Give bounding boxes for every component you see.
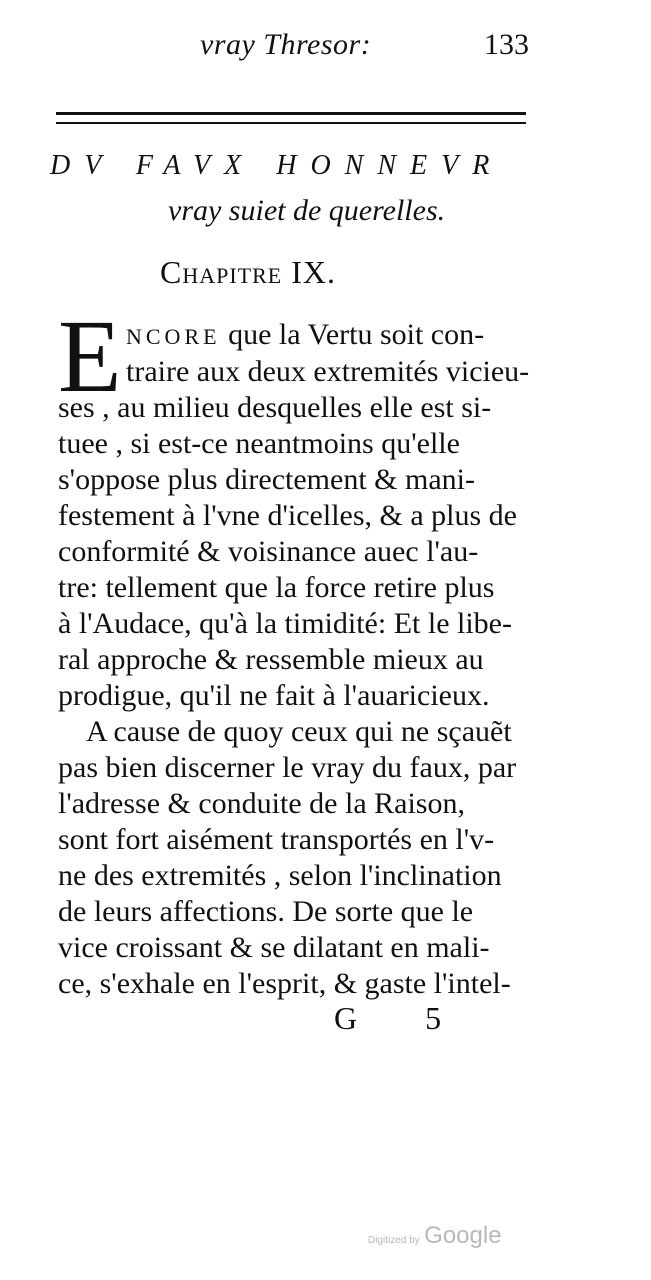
text-line-content: que la Vertu soit con- bbox=[228, 318, 485, 351]
chapter-title: DV FAVX HONNEVR bbox=[50, 150, 504, 181]
drop-cap: E bbox=[58, 299, 122, 414]
text-line: tre: tellement que la force retire plus bbox=[58, 571, 495, 604]
text-line: prodigue, qu'il ne fait à l'auaricieux. bbox=[58, 679, 490, 712]
running-title: vray Thresor: bbox=[200, 28, 372, 61]
text-line: tuee , si est-ce neantmoins qu'elle bbox=[58, 427, 460, 460]
text-line: ral approche & ressemble mieux au bbox=[58, 643, 484, 676]
signature-mark: G 5 bbox=[334, 1000, 472, 1036]
chapter-label: Chapitre bbox=[160, 254, 283, 290]
text-line: A cause de quoy ceux qui ne sçauẽt bbox=[86, 715, 512, 748]
watermark-small-text: Digitized by bbox=[368, 1235, 420, 1246]
text-line: de leurs affections. De sorte que le bbox=[58, 895, 474, 928]
header-rule-thick bbox=[56, 112, 526, 115]
chapter-number: IX. bbox=[291, 254, 336, 290]
header-rule-thin bbox=[56, 122, 526, 124]
chapter-heading bbox=[160, 254, 336, 291]
text-line: festement à l'vne d'icelles, & a plus de bbox=[58, 499, 517, 532]
text-line: l'adresse & conduite de la Raison, bbox=[58, 787, 465, 820]
text-line: ne des extremités , selon l'inclination bbox=[58, 859, 502, 892]
text-line: s'oppose plus directement & mani- bbox=[58, 463, 475, 496]
digitized-watermark bbox=[368, 1222, 502, 1250]
text-line: ce, s'exhale en l'esprit, & gaste l'intel- bbox=[58, 967, 511, 1000]
text-line: vice croissant & se dilatant en mali- bbox=[58, 931, 490, 964]
chapter-subtitle: vray suiet de querelles. bbox=[168, 194, 446, 227]
first-word-rest: NCORE bbox=[126, 324, 221, 349]
text-line: à l'Audace, qu'à la timidité: Et le libe- bbox=[58, 607, 512, 640]
text-line: ses , au milieu desquelles elle est si- bbox=[58, 391, 492, 424]
text-line: pas bien discerner le vray du faux, par bbox=[58, 751, 517, 784]
page-number: 133 bbox=[484, 28, 529, 61]
text-line: conformité & voisinance auec l'au- bbox=[58, 535, 479, 568]
text-line: traire aux deux extremités vicieu- bbox=[126, 355, 530, 388]
text-line bbox=[126, 318, 484, 352]
text-line: sont fort aisément transportés en l'v- bbox=[58, 823, 495, 856]
watermark-brand: Google bbox=[424, 1222, 502, 1249]
